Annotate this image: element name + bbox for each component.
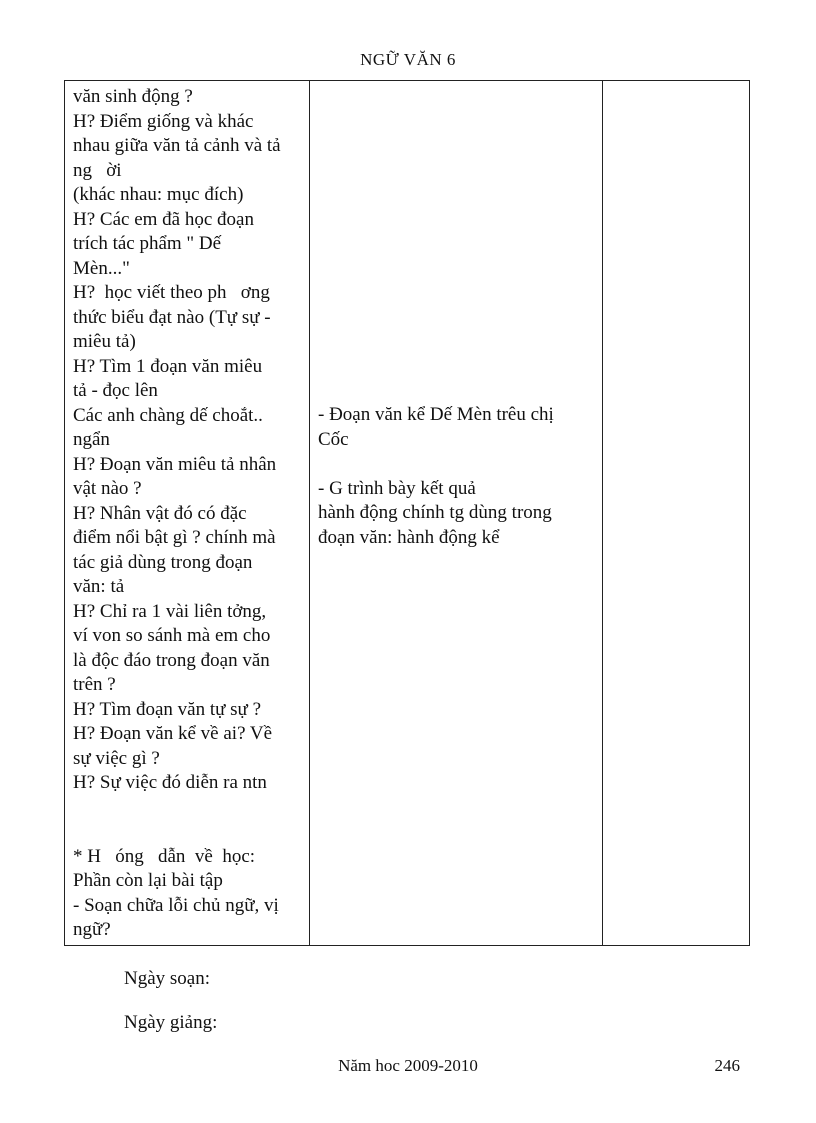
spacer xyxy=(318,452,596,477)
spacer xyxy=(73,796,303,845)
table-row xyxy=(65,81,750,946)
list-item: H? Sự việc đó diễn ra ntn xyxy=(73,772,267,793)
list-item: H? Đoạn văn miêu tả nhân xyxy=(73,453,277,475)
page-number: 246 xyxy=(714,1056,740,1075)
list-item: hành động chính tg dùng trong xyxy=(318,502,552,523)
list-item: Mèn..." xyxy=(73,257,130,279)
list-item: ng ời xyxy=(73,159,122,181)
list-item: ví von so sánh mà em cho xyxy=(73,625,271,646)
activity-column xyxy=(65,81,310,946)
footer-school-year: Năm hoc 2009-2010 xyxy=(338,1056,478,1075)
list-item: - Soạn chữa lỗi chủ ngữ, vị xyxy=(73,894,279,916)
list-item: ngữ? xyxy=(73,919,111,940)
homework-instruction-heading: * H óng dẫn về học: xyxy=(73,845,256,867)
list-item: Các anh chàng dế choắt.. xyxy=(73,404,263,426)
ngay-giang-label: Ngày giảng: xyxy=(124,1012,218,1033)
list-item: trên ? xyxy=(73,674,116,695)
list-item: văn: tả xyxy=(73,576,125,597)
list-item: - Đoạn văn kể Dế Mèn trêu chị xyxy=(318,404,554,425)
list-item: tả - đọc lên xyxy=(73,380,158,401)
list-item: đoạn văn: hành động kể xyxy=(318,526,500,548)
list-item: nhau giữa văn tả cảnh và tả xyxy=(73,135,281,156)
list-item: H? Các em đã học đoạn xyxy=(73,208,254,230)
list-item: (khác nhau: mục đích) xyxy=(73,184,244,205)
list-item: H? Nhân vật đó có đặc xyxy=(73,502,247,524)
list-item: điểm nổi bật gì ? chính mà xyxy=(73,527,276,548)
list-item: - G trình bày kết quả xyxy=(318,477,476,499)
list-item: H? Tìm 1 đoạn văn miêu xyxy=(73,355,263,377)
page-header-title: NGỮ VĂN 6 xyxy=(360,50,456,69)
list-item: thức biểu đạt nào (Tự sự - xyxy=(73,306,271,328)
list-item: Cốc xyxy=(318,428,349,450)
list-item: Phần còn lại bài tập xyxy=(73,870,223,891)
list-item: miêu tả) xyxy=(73,331,136,352)
list-item: văn sinh động ? xyxy=(73,86,193,107)
notes-column xyxy=(603,81,750,946)
list-item: sự việc gì ? xyxy=(73,747,160,769)
ngay-soan-label: Ngày soạn: xyxy=(124,968,211,989)
list-item: H? Điểm giống và khác xyxy=(73,110,254,132)
list-item: vật nào ? xyxy=(73,478,142,499)
list-item: tác giả dùng trong đoạn xyxy=(73,551,253,573)
lesson-table xyxy=(64,80,750,946)
list-item: trích tác phẩm " Dế xyxy=(73,233,222,254)
spacer xyxy=(318,85,596,403)
list-item: H? học viết theo ph ơng xyxy=(73,282,270,303)
list-item: H? Chỉ ra 1 vài liên tởng, xyxy=(73,600,267,622)
list-item: ngẩn xyxy=(73,429,110,450)
content-column xyxy=(310,81,603,946)
list-item: H? Tìm đoạn văn tự sự ? xyxy=(73,698,262,720)
list-item: là độc đáo trong đoạn văn xyxy=(73,649,270,671)
list-item: H? Đoạn văn kể về ai? Về xyxy=(73,723,273,744)
